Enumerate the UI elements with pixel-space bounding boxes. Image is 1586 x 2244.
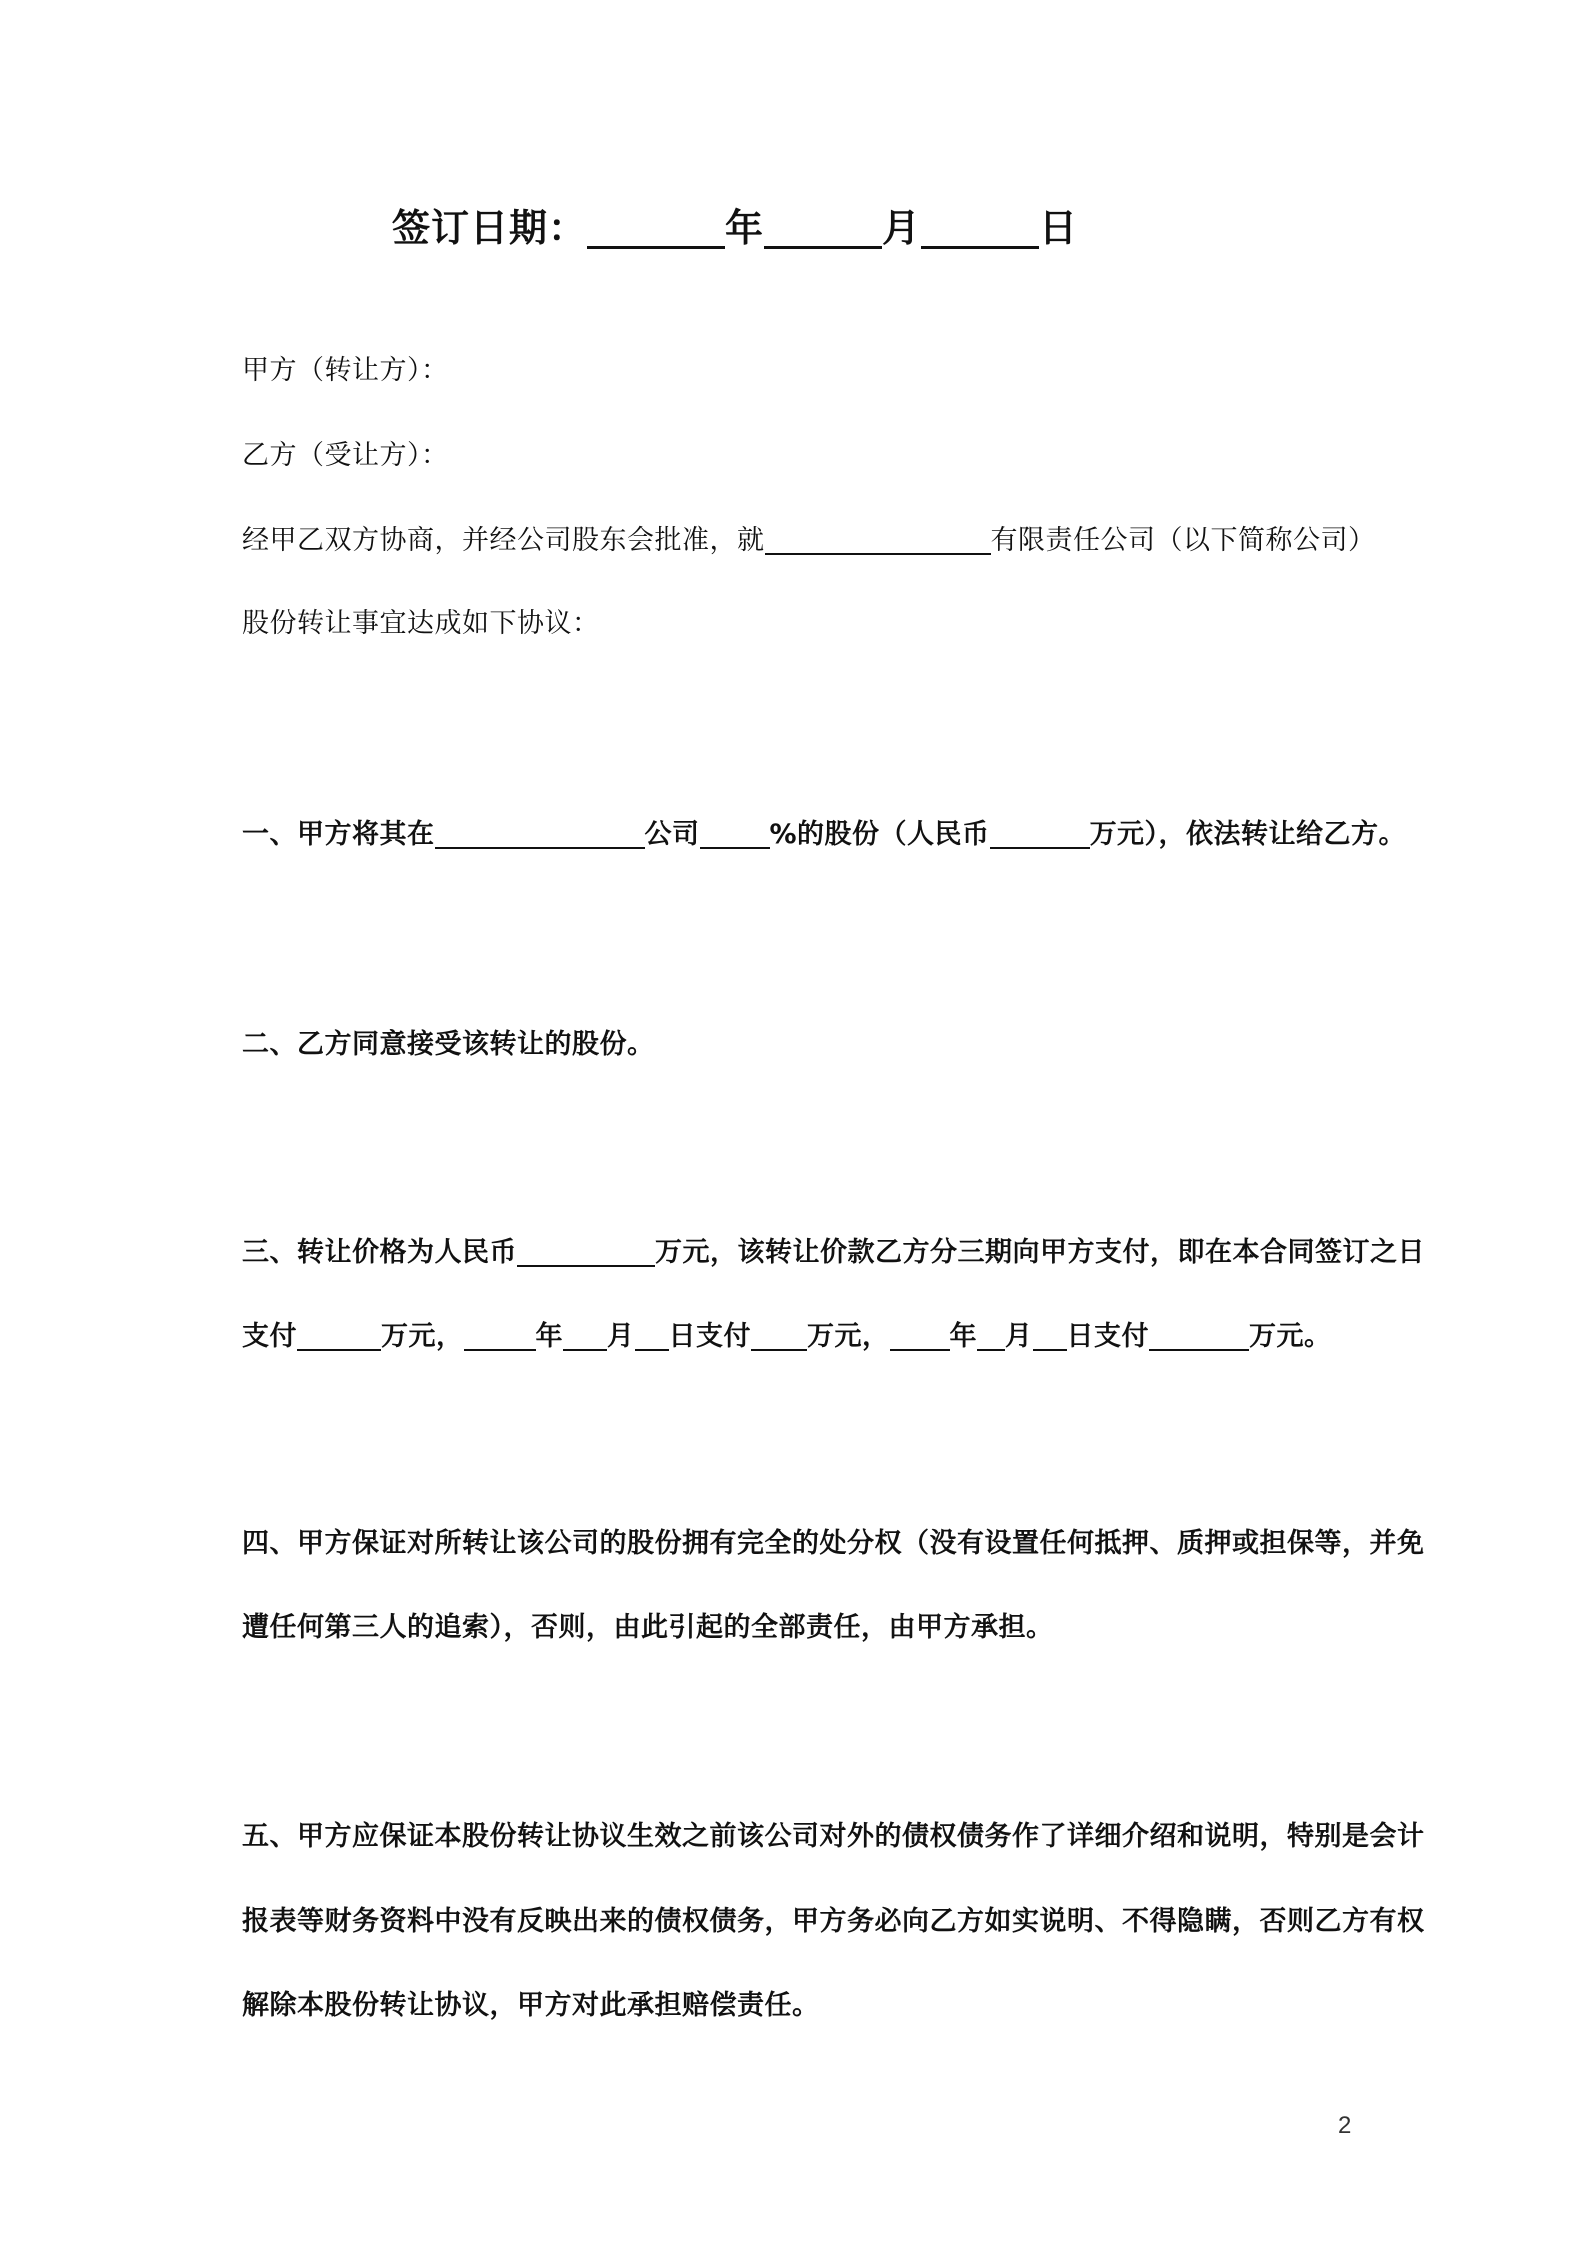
- month-blank[interactable]: [764, 208, 882, 249]
- clause-3-pay-label: 支付: [242, 1321, 297, 1352]
- clause-5-text-3: 解除本股份转让协议，甲方对此承担赔偿责任。: [242, 1990, 820, 2021]
- first-payment-blank[interactable]: [297, 1319, 381, 1351]
- clause-3-wan-1: 万元，: [381, 1321, 464, 1352]
- clause-3-day-pay-2: 日支付: [1066, 1321, 1149, 1352]
- clause-1-text-c: %的股份（人民币: [769, 819, 990, 850]
- intro-line-2: [242, 604, 600, 644]
- clause-4-text-2: 遭任何第三人的追索），否则，由此引起的全部责任，由甲方承担。: [242, 1612, 1054, 1643]
- clause-1: [242, 815, 1406, 855]
- third-month-blank[interactable]: [977, 1319, 1005, 1351]
- clause-5-line-3: [242, 1986, 820, 2026]
- clause-1-company-blank[interactable]: [435, 817, 645, 849]
- clause-1-text-d: 万元），依法转让给乙方。: [1089, 819, 1407, 850]
- clause-5-line-2: [242, 1902, 1425, 1942]
- clause-3-month-2: 月: [1005, 1321, 1033, 1352]
- second-year-blank[interactable]: [464, 1319, 536, 1351]
- third-day-blank[interactable]: [1033, 1319, 1067, 1351]
- clause-4-line-2: [242, 1608, 1054, 1648]
- company-name-blank[interactable]: [765, 523, 991, 555]
- year-label: 年: [725, 206, 765, 250]
- second-month-blank[interactable]: [563, 1319, 607, 1351]
- clause-3-line-1: [242, 1233, 1425, 1273]
- party-a-line: [242, 351, 449, 391]
- page-number: 2: [1338, 2112, 1352, 2139]
- party-a-label: 甲方（转让方）：: [242, 355, 449, 386]
- day-label: 日: [1039, 206, 1079, 250]
- clause-3-month-1: 月: [607, 1321, 635, 1352]
- signing-date-label: 签订日期：: [392, 206, 588, 250]
- party-b-line: [242, 436, 449, 476]
- clause-5-text-1: 五、甲方应保证本股份转让协议生效之前该公司对外的债权债务作了详细介绍和说明，特别是会计: [242, 1821, 1425, 1852]
- intro-line-1: [242, 521, 1376, 561]
- clause-3-year-2: 年: [949, 1321, 977, 1352]
- month-label: 月: [882, 206, 922, 250]
- clause-3-wan-end: 万元。: [1249, 1321, 1332, 1352]
- second-day-blank[interactable]: [635, 1319, 669, 1351]
- clause-3-text-b: 万元，该转让价款乙方分三期向甲方支付，即在本合同签订之日: [655, 1237, 1425, 1268]
- clause-3-price-blank[interactable]: [517, 1235, 655, 1267]
- clause-4-line-1: [242, 1524, 1425, 1564]
- clause-3-line-2: [242, 1317, 1332, 1357]
- clause-5-line-1: [242, 1817, 1425, 1857]
- clause-2: [242, 1025, 655, 1065]
- clause-3-day-pay-1: 日支付: [668, 1321, 751, 1352]
- clause-3-wan-2: 万元，: [807, 1321, 890, 1352]
- clause-1-text-b: 公司: [644, 819, 700, 850]
- clause-1-percent-blank[interactable]: [700, 817, 770, 849]
- day-blank[interactable]: [921, 208, 1039, 249]
- clause-4-text-1: 四、甲方保证对所转让该公司的股份拥有完全的处分权（没有设置任何抵押、质押或担保等，并免: [242, 1528, 1425, 1559]
- clause-3-text-a: 三、转让价格为人民币: [242, 1237, 517, 1268]
- year-blank[interactable]: [587, 208, 725, 249]
- second-payment-blank[interactable]: [751, 1319, 807, 1351]
- clause-3-year-1: 年: [535, 1321, 563, 1352]
- signing-date-title: [392, 204, 1078, 252]
- clause-1-amount-blank[interactable]: [990, 817, 1090, 849]
- third-payment-blank[interactable]: [1149, 1319, 1249, 1351]
- clause-5-text-2: 报表等财务资料中没有反映出来的债权债务，甲方务必向乙方如实说明、不得隐瞒，否则乙方有权: [242, 1906, 1425, 1937]
- clause-2-text: 二、乙方同意接受该转让的股份。: [242, 1029, 655, 1060]
- clause-1-text-a: 一、甲方将其在: [242, 819, 435, 850]
- intro-text-a: 经甲乙双方协商，并经公司股东会批准，就: [242, 525, 765, 556]
- intro-text-c: 股份转让事宜达成如下协议：: [242, 608, 600, 639]
- intro-text-b: 有限责任公司（以下简称公司）: [990, 525, 1376, 556]
- party-b-label: 乙方（受让方）：: [242, 440, 449, 471]
- third-year-blank[interactable]: [890, 1319, 950, 1351]
